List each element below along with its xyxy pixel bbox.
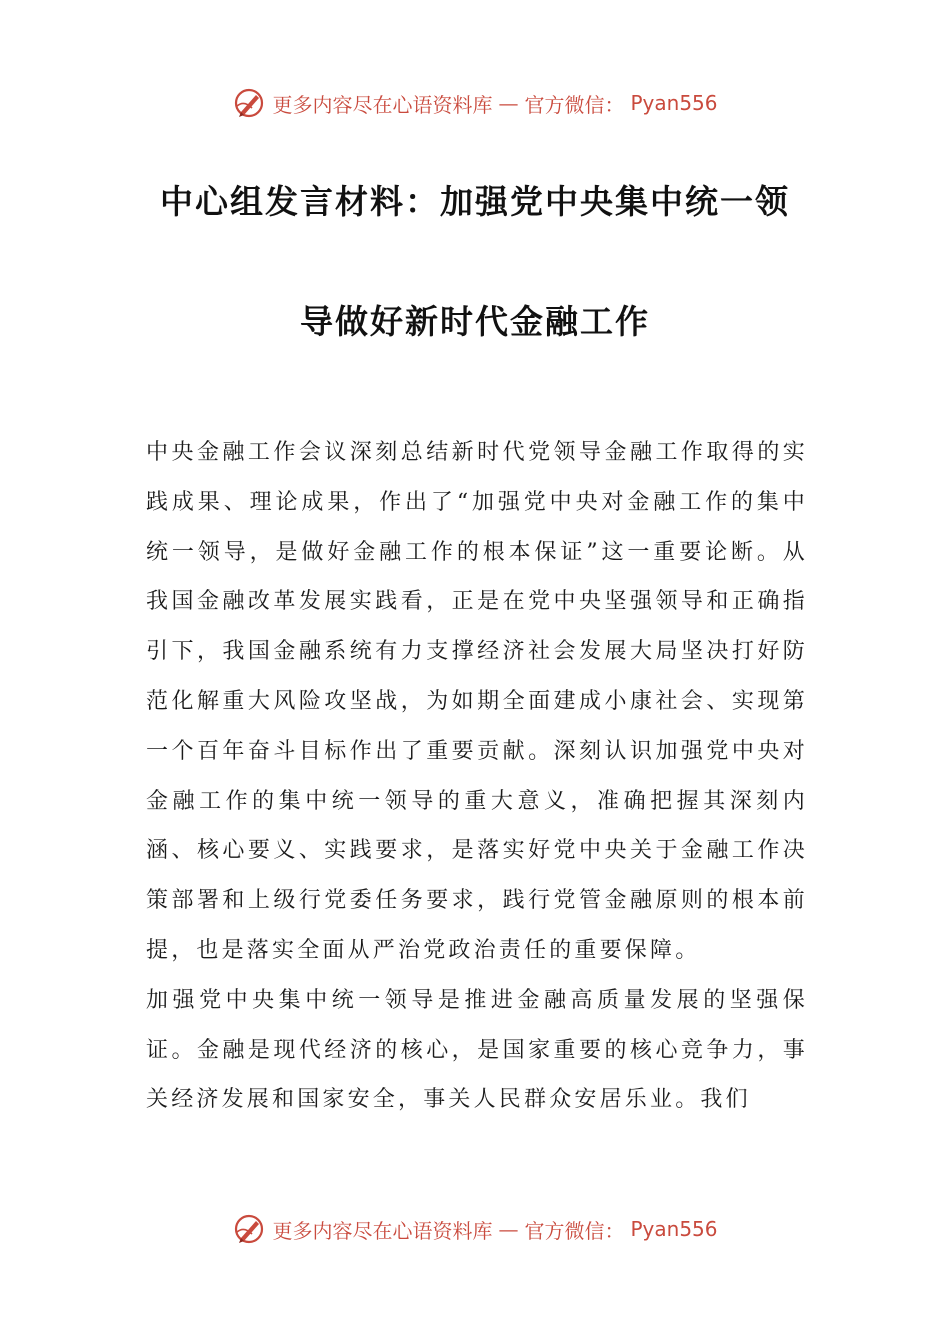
watermark-text: 更多内容尽在心语资料库 [272, 92, 493, 117]
document-title-line-1: 中心组发言材料：加强党中央集中统一领 [160, 182, 790, 221]
watermark-label: 官方微信： [524, 92, 625, 117]
watermark-label: 官方微信： [524, 1218, 625, 1243]
watermark-separator: — [498, 91, 519, 115]
watermark-text: 更多内容尽在心语资料库 [272, 1218, 493, 1243]
watermark-id: Pyan556 [630, 91, 718, 115]
watermark-separator: — [498, 1217, 519, 1241]
header-watermark [0, 86, 950, 120]
document-title-line-2: 导做好新时代金融工作 [300, 302, 650, 341]
body-paragraph-1: 中央金融工作会议深刻总结新时代党领导金融工作取得的实践成果、理论成果，作出了“加强党中央对金融工作的集中统一领导，是做好金融工作的根本保证”这一重要论断。从我国金融改革发展实践看，正是在党中央坚强领导和正确指引下，我国金融系统有力支撑经济社会发展大局坚决打好防范化解重大风险攻坚战，为如期全面建成小康社会、实现第一个百年奋斗目标作出了重要贡献。深刻认识加强党中央对金融工作的集中统一领导的重大意义，准确把握其深刻内涵、核心要义、实践要求，是落实好党中央关于金融工作决策部署和上级行党委任务要求，践行党管金融原则的根本前提，也是落实全面从严治党政治责任的重要保障。 [146, 440, 808, 963]
pen-logo-icon [232, 86, 266, 120]
watermark-id: Pyan556 [630, 1217, 718, 1241]
footer-watermark [0, 1212, 950, 1246]
document-body [146, 428, 808, 1125]
body-paragraph-2: 加强党中央集中统一领导是推进金融高质量发展的坚强保证。金融是现代经济的核心，是国家重要的核心竞争力，事关经济发展和国家安全，事关人民群众安居乐业。我们 [146, 987, 808, 1113]
pen-logo-icon [232, 1212, 266, 1246]
